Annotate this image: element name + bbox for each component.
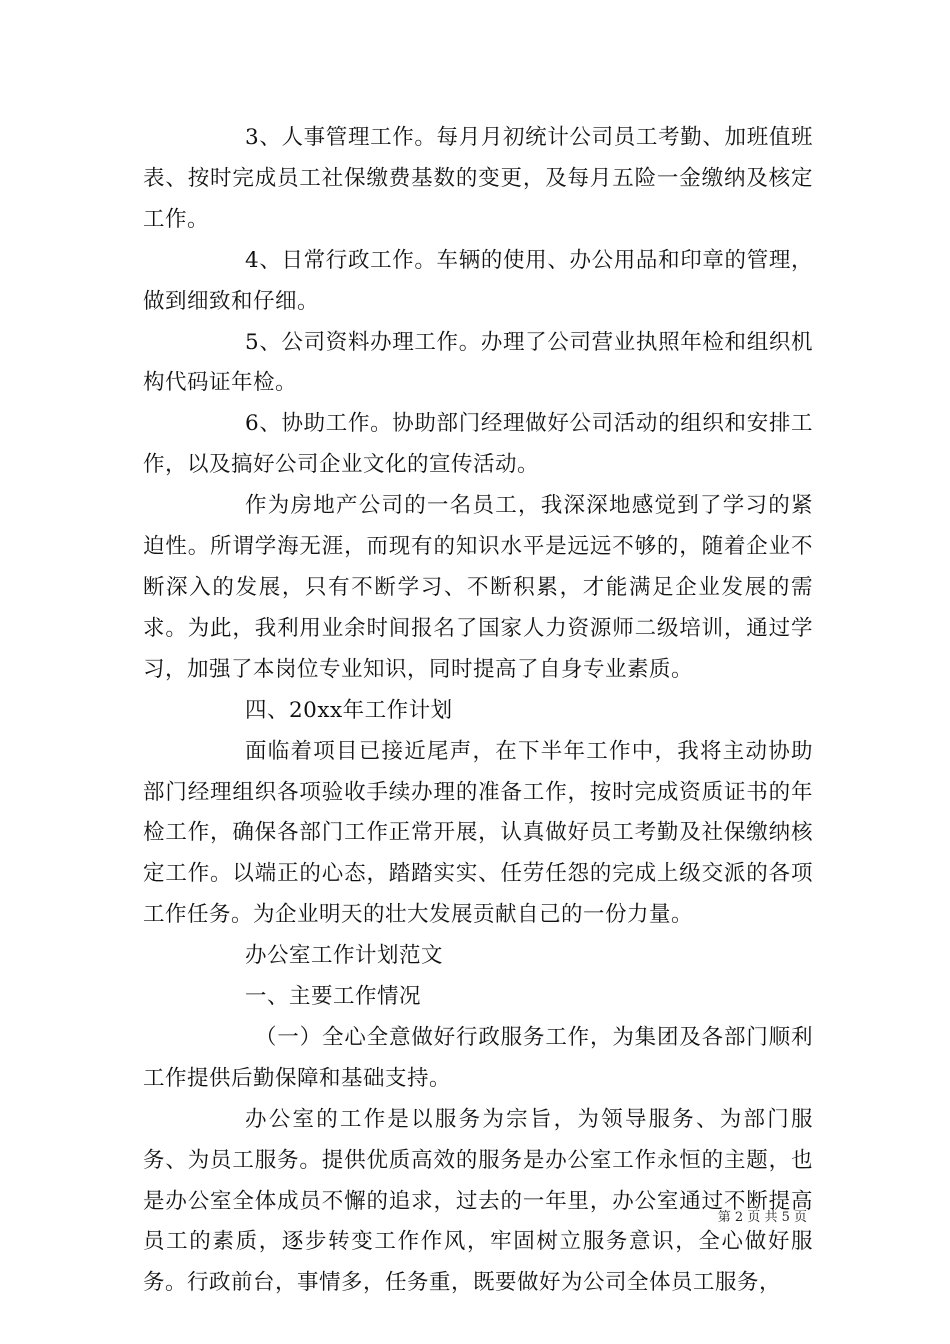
paragraph-assistance-work: 6、协助工作。协助部门经理做好公司活动的组织和安排工作，以及搞好公司企业文化的宣传活动。 bbox=[143, 411, 813, 478]
paragraph-learning: 作为房地产公司的一名员工，我深深地感觉到了学习的紧迫性。所谓学海无涯，而现有的知识水平是远远不够的，随着企业不断深入的发展，只有不断学习、不断积累，才能满足企业发展的需求。为此，我利用业余时间报名了国家人力资源师二级培训，通过学习，加强了本岗位专业知识，同时提高了自身专业素质。 bbox=[143, 493, 813, 682]
document-body bbox=[143, 118, 813, 1304]
paragraph-work-plan: 面临着项目已接近尾声，在下半年工作中，我将主动协助部门经理组织各项验收手续办理的准备工作，按时完成资质证书的年检工作，确保各部门工作正常开展，认真做好员工考勤及社保缴纳核定工作。以端正的心态，踏踏实实、任劳任怨的完成上级交派的各项工作任务。为企业明天的壮大发展贡献自己的一份力量。 bbox=[143, 738, 813, 928]
paragraph-daily-admin: 4、日常行政工作。车辆的使用、办公用品和印章的管理，做到细致和仔细。 bbox=[143, 247, 813, 314]
page-number-footer: 第 2 页 共 5 页 bbox=[717, 1210, 807, 1225]
paragraph-office-service: 办公室的工作是以服务为宗旨，为领导服务、为部门服务、为员工服务。提供优质高效的服务是办公室工作永恒的主题，也是办公室全体成员不懈的追求，过去的一年里，办公室通过不断提高员工的素质，逐步转变工作作风，牢固树立服务意识，全心做好服务。行政前台，事情多，任务重，既要做好为公司全体员工服务， bbox=[143, 1106, 813, 1296]
heading-main-work: 一、主要工作情况 bbox=[245, 984, 422, 1010]
paragraph-hr-management: 3、人事管理工作。每月月初统计公司员工考勤、加班值班表、按时完成员工社保缴费基数的变更，及每月五险一金缴纳及核定工作。 bbox=[143, 125, 813, 232]
section-heading-work-plan: 四、20xx年工作计划 bbox=[245, 697, 453, 723]
paragraph-company-documents: 5、公司资料办理工作。办理了公司营业执照年检和组织机构代码证年检。 bbox=[143, 329, 813, 396]
paragraph-admin-service: （一）全心全意做好行政服务工作，为集团及各部门顺利工作提供后勤保障和基础支持。 bbox=[143, 1024, 813, 1091]
heading-office-plan-sample: 办公室工作计划范文 bbox=[245, 943, 444, 969]
